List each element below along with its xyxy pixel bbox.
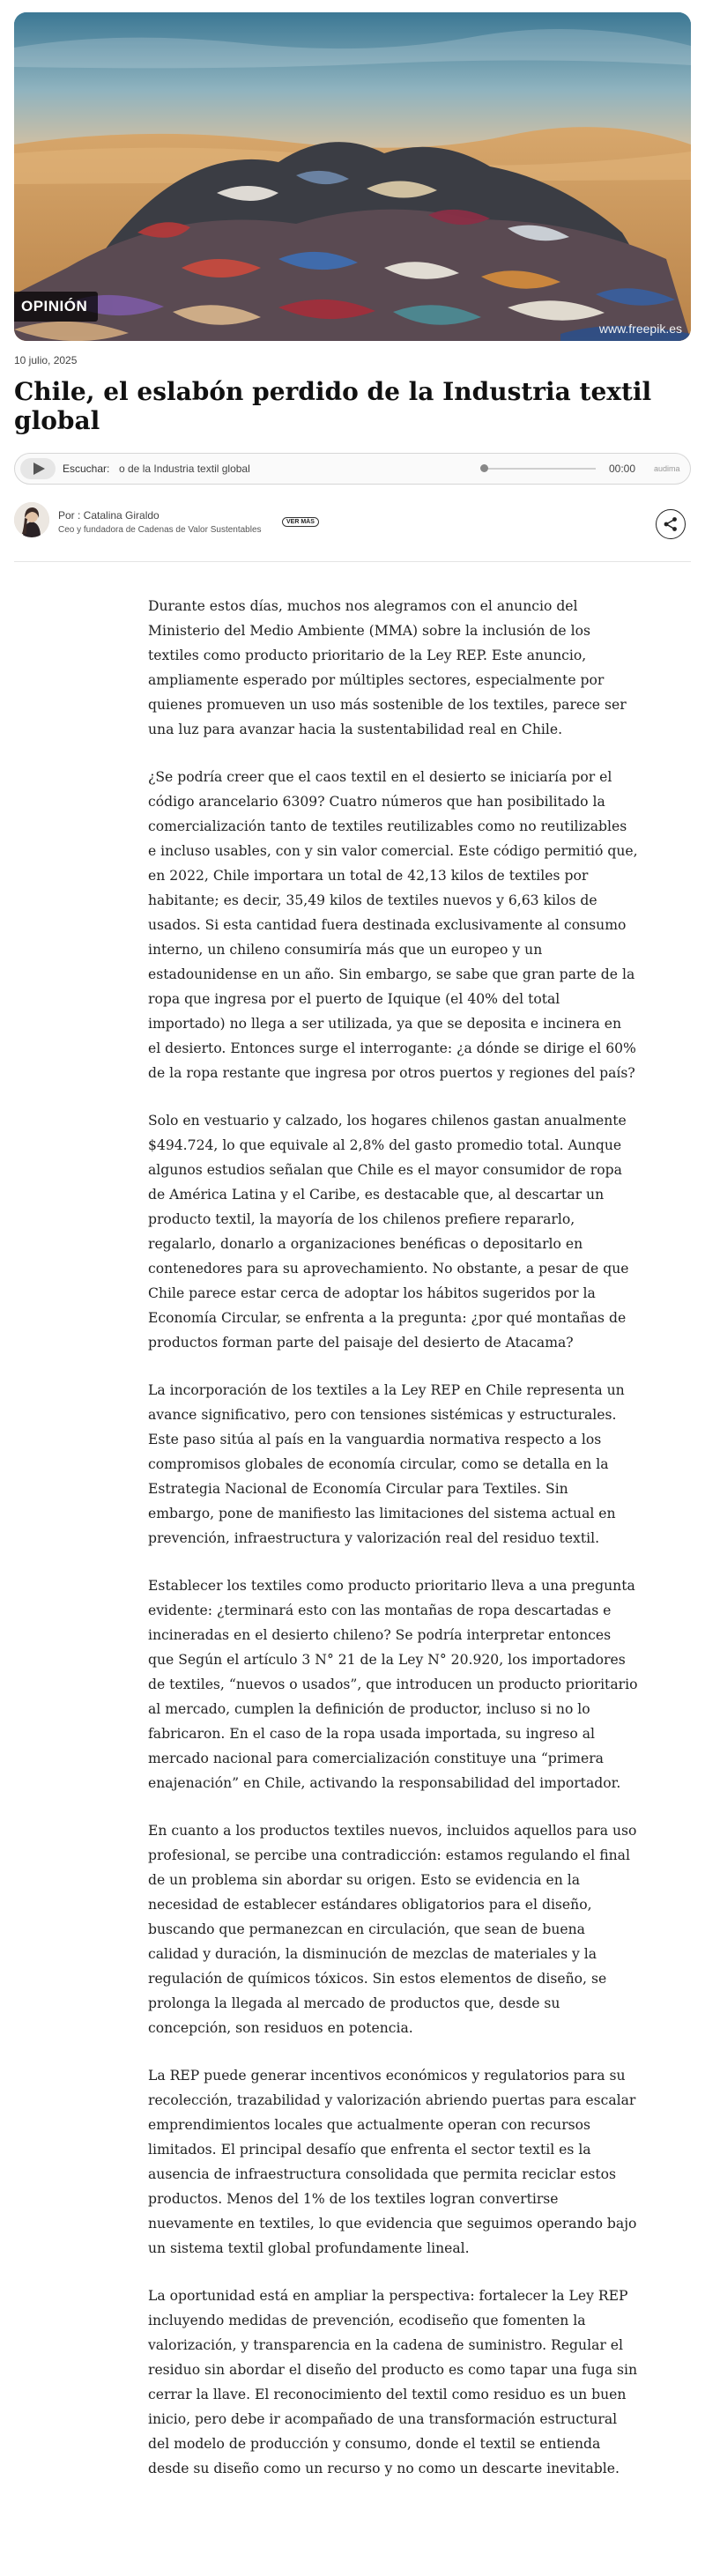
publish-date: 10 julio, 2025 xyxy=(14,354,78,366)
article-paragraph: La incorporación de los textiles a la Ley REP en Chile representa un avance significativo, pero con tensiones sistémicas y estructurales. Este paso sitúa al país en la vanguardia normativa respecto a los compromisos globales de economía circular, como se detalla en la Estrategia Nacional de Economía Circular para Textiles. Sin embargo, pone de manifiesto las limitaciones del sistema actual en prevención, infraestructura y valorización real del residuo textil. xyxy=(148,1382,625,1546)
play-icon[interactable] xyxy=(20,458,56,479)
audio-player xyxy=(14,453,691,485)
category-badge[interactable]: OPINIÓN xyxy=(14,292,98,322)
track-title: o de la Industria textil global xyxy=(119,463,250,475)
author-role: Ceo y fundadora de Cadenas de Valor Sustentables xyxy=(58,525,262,535)
textile-dunes-illustration xyxy=(14,12,691,341)
author-avatar[interactable] xyxy=(14,502,49,537)
player-brand[interactable]: audima xyxy=(654,464,680,473)
avatar-portrait xyxy=(14,502,49,537)
article-body xyxy=(148,594,638,2504)
see-more-button[interactable]: VER MÁS xyxy=(282,517,319,527)
article-paragraph: Solo en vestuario y calzado, los hogares chilenos gastan anualmente $494.724, lo que equivale al 2,8% del gasto promedio total. Aunque algunos estudios señalan que Chile es el mayor consumidor de ropa de América Latina y el Caribe, es destacable que, al descartar un producto textil, la mayoría de los chilenos prefiere repararlo, regalarlo, donarlo a organizaciones benéficas o depositarlo en contenedores para su aprovechamiento. No obstante, a pesar de que Chile parece estar cerca de adoptar los hábitos sugeridos por la Economía Circular, se enfrenta a la pregunta: ¿por qué montañas de productos forman parte del paisaje del desierto de Atacama? xyxy=(148,1113,629,1351)
article-paragraph: Establecer los textiles como producto prioritario lleva a una pregunta evidente: ¿terminará esto con las montañas de ropa descartadas e incineradas en el desierto chileno? Se podría interpretar entonces que Según el artículo 3 N° 21 de la Ley N° 20.920, los importadores de textiles, “nuevos o usados”, que introducen un producto prioritario al mercado, cumplen la definición de productor, incluso si no lo fabricaron. En el caso de la ropa usada importada, su ingreso al mercado nacional para comercialización constituye una “primera enajenación” en Chile, activando la responsabilidad del importador. xyxy=(148,1578,638,1791)
section-divider xyxy=(14,561,691,562)
hero-image xyxy=(14,12,691,341)
article-paragraph: La oportunidad está en ampliar la perspectiva: fortalecer la Ley REP incluyendo medidas de prevención, ecodiseño que fomenten la valorización, y transparencia en la cadena de suministro. Regular el residuo sin abordar el diseño del producto es como tapar una fuga sin cerrar la llave. El reconocimiento del textil como residuo es un buen inicio, pero debe ir acompañado de una transformación estructural del modelo de producción y consumo, donde el textil se entienda desde su diseño como un recurso y no como un descarte inevitable. xyxy=(148,2288,638,2476)
image-credit: www.freepik.es xyxy=(598,322,682,336)
article-paragraph: Durante estos días, muchos nos alegramos con el anuncio del Ministerio del Medio Ambiente (MMA) sobre la inclusión de los textiles como producto prioritario de la Ley REP. Este anuncio, ampliamente esperado por múltiples sectores, especialmente por quienes promueven un uso más sostenible de los textiles, parece ser una luz para avanzar hacia la sustentabilidad real en Chile. xyxy=(148,598,627,737)
playback-time: 00:00 xyxy=(609,463,636,475)
progress-bar[interactable] xyxy=(483,468,596,470)
share-button[interactable] xyxy=(656,509,686,539)
listen-label: Escuchar: xyxy=(63,463,110,475)
article-title: Chile, el eslabón perdido de la Industria textil global xyxy=(14,377,652,435)
progress-knob[interactable] xyxy=(480,464,488,472)
share-icon xyxy=(663,516,679,532)
author-name[interactable]: Por : Catalina Giraldo xyxy=(58,509,160,522)
article-paragraph: La REP puede generar incentivos económicos y regulatorios para su recolección, trazabilidad y valorización abriendo puertas para escalar emprendimientos locales que actualmente operan con recursos limitados. El principal desafío que enfrenta el sector textil es la ausencia de infraestructura consolidada que permita reciclar estos productos. Menos del 1% de los textiles logran convertirse nuevamente en textiles, lo que evidencia que seguimos operando bajo un sistema textil global profundamente lineal. xyxy=(148,2068,637,2256)
article-paragraph: En cuanto a los productos textiles nuevos, incluidos aquellos para uso profesional, se percibe una contradicción: estamos regulando el final de un problema sin abordar su origen. Esto se evidencia en la necesidad de establecer estándares obligatorios para el diseño, buscando que permanezcan en circulación, que sean de buena calidad y duración, la disminución de mezclas de materiales y la regulación de químicos tóxicos. Sin estos elementos de diseño, se prolonga la llegada al mercado de productos que, desde su concepción, son residuos en potencia. xyxy=(148,1823,637,2036)
article-paragraph: ¿Se podría creer que el caos textil en el desierto se iniciaría por el código arancelario 6309? Cuatro números que han posibilitado la comercialización tanto de textiles reutilizables como no reutilizables e incluso usables, con y sin valor comercial. Este código permitió que, en 2022, Chile importara un total de 42,13 kilos de textiles por habitante; es decir, 35,49 kilos de textiles nuevos y 6,63 kilos de usados. Si esta cantidad fuera destinada exclusivamente al consumo interno, un chileno consumiría más que un europeo y un estadounidense en un año. Sin embargo, se sabe que gran parte de la ropa que ingresa por el puerto de Iquique (el 40% del total importado) no llega a ser utilizada, ya que se deposita e incinera en el desierto. Entonces surge el interrogante: ¿a dónde se dirige el 60% de la ropa restante que ingresa por otros puertos y regiones del país? xyxy=(148,769,638,1081)
